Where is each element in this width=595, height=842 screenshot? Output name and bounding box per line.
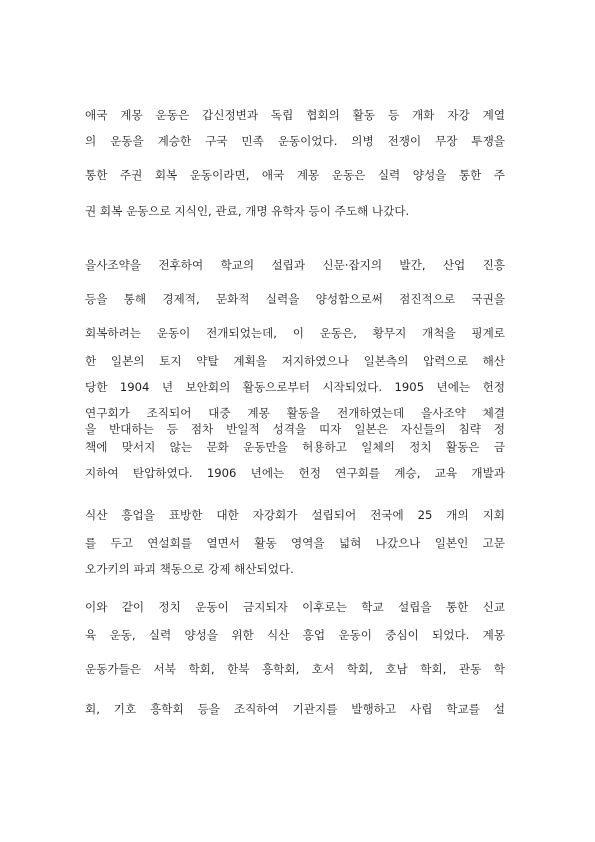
text-line: 지하여 탄압하였다. 1906 년에는 헌정 연구회를 계승, 교육 개발과 [85, 466, 505, 480]
text-line: 회, 기호 흥학회 등을 조직하여 기관지를 발행하고 사립 학교를 설 [85, 702, 505, 716]
text-line: 을 반대하는 등 점차 반일적 성격을 띠자 일본은 자신들의 침략 정 [85, 422, 505, 436]
text-line: 육 운동, 실력 양성을 위한 식산 흥업 운동이 중심이 되었다. 계몽 [85, 628, 505, 642]
text-line: 오가키의 파괴 책동으로 강제 해산되었다. [85, 562, 294, 576]
text-line: 권 회복 운동으로 지식인, 관료, 개명 유학자 등이 주도해 나갔다. [85, 204, 410, 218]
text-line: 등을 통해 경제적, 문화적 실력을 양성함으로써 점진적으로 국권을 [85, 292, 505, 306]
text-line: 통한 주권 회복 운동이라면, 애국 계몽 운동은 실력 양성을 통한 주 [85, 168, 505, 182]
text-line: 회복하려는 운동이 전개되었는데, 이 운동은, 황무지 개척을 핑계로 [85, 326, 505, 340]
text-line: 를 두고 연설회를 열면서 활동 영역을 넓혀 나갔으나 일본인 고문 [85, 536, 505, 550]
text-line: 애국 계몽 운동은 갑신정변과 독립 협회의 활동 등 개화 자강 계열 [85, 108, 505, 122]
text-line: 운동가들은 서북 학회, 한북 흥학회, 호서 학회, 호남 학회, 관동 학 [85, 662, 505, 676]
text-line: 책에 맞서지 않는 문화 운동만을 허용하고 일체의 정치 활동은 금 [85, 440, 505, 454]
text-line: 의 운동을 계승한 구국 민족 운동이었다. 의병 전쟁이 무장 투쟁을 [85, 134, 505, 148]
text-line: 식산 흥업을 표방한 대한 자강회가 설립되어 전국에 25 개의 지회 [85, 508, 505, 522]
text-line: 연구회가 조직되어 대중 계몽 활동을 전개하였는데 을사조약 체결 [85, 406, 505, 420]
text-line: 이와 같이 정치 운동이 금지되자 이후로는 학교 설립을 통한 신교 [85, 600, 505, 614]
text-line: 당한 1904 년 보안회의 활동으로부터 시작되었다. 1905 년에는 헌정 [85, 380, 505, 394]
text-line: 한 일본의 토지 약탈 계획을 저지하였으나 일본측의 압력으로 해산 [85, 354, 505, 368]
text-line: 을사조약을 전후하여 학교의 설립과 신문·잡지의 발간, 산업 진흥 [85, 258, 505, 272]
